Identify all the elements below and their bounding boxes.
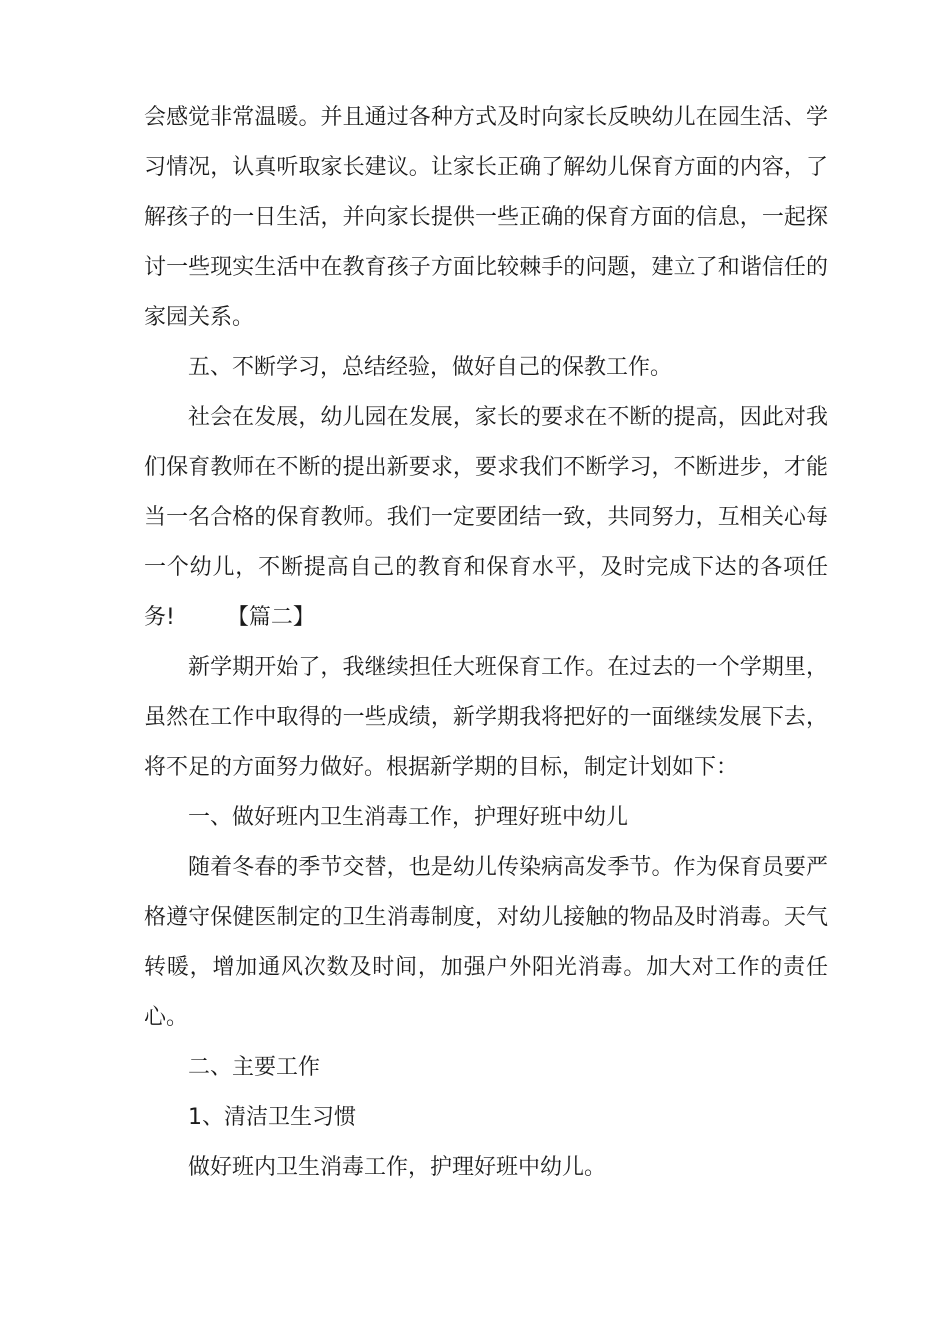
paragraph-society xyxy=(144,393,828,643)
document-body xyxy=(144,93,828,1193)
paragraph-continuation: 会感觉非常温暖。并且通过各种方式及时向家长反映幼儿在园生活、学习情况，认真听取家长建议。让家长正确了解幼儿保育方面的内容，了解孩子的一日生活，并向家长提供一些正确的保育方面的信息，一起探讨一些现实生活中在教育孩子方面比较棘手的问题，建立了和谐信任的家园关系。 xyxy=(144,105,828,330)
heading-subsection-1: 1、清洁卫生习惯 xyxy=(188,1105,356,1130)
paragraph-final: 做好班内卫生消毒工作，护理好班中幼儿。 xyxy=(188,1155,607,1180)
paragraph-society-text: 社会在发展，幼儿园在发展，家长的要求在不断的提高，因此对我们保育教师在不断的提出新要求，要求我们不断学习，不断进步，才能当一名合格的保育教师。我们一定要团结一致，共同努力，互相关心每一个幼儿，不断提高自己的教育和保育水平，及时完成下达的各项任务! xyxy=(144,405,828,630)
heading-section-2: 二、主要工作 xyxy=(188,1055,321,1080)
section-marker-part-two: 【篇二】 xyxy=(226,605,315,630)
paragraph-new-semester: 新学期开始了，我继续担任大班保育工作。在过去的一个学期里，虽然在工作中取得的一些成绩，新学期我将把好的一面继续发展下去，将不足的方面努力做好。根据新学期的目标，制定计划如下： xyxy=(144,655,828,780)
heading-section-1: 一、做好班内卫生消毒工作，护理好班中幼儿 xyxy=(188,805,629,830)
paragraph-disinfection: 随着冬春的季节交替，也是幼儿传染病高发季节。作为保育员要严格遵守保健医制定的卫生消毒制度，对幼儿接触的物品及时消毒。天气转暖，增加通风次数及时间，加强户外阳光消毒。加大对工作的责任心。 xyxy=(144,855,828,1030)
heading-section-5: 五、不断学习，总结经验，做好自己的保教工作。 xyxy=(188,355,673,380)
